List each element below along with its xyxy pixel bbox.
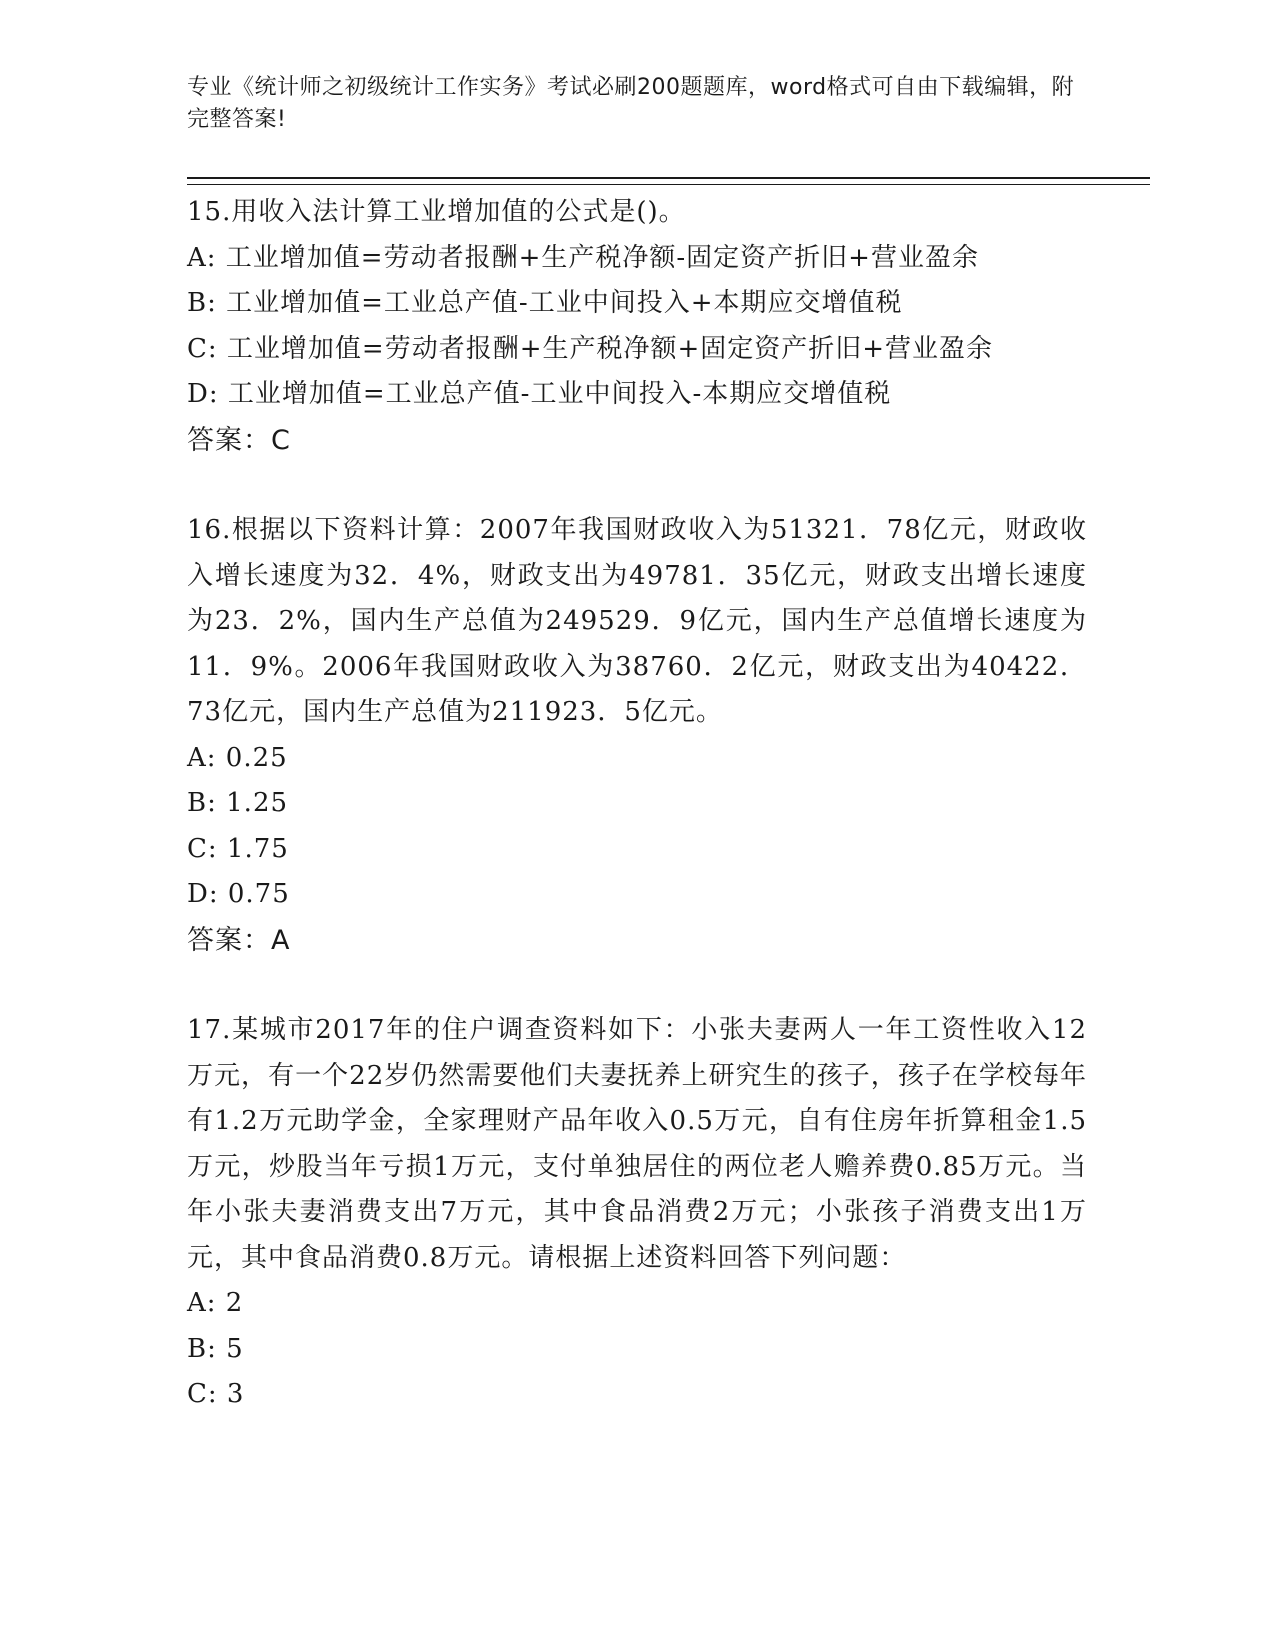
option-a: A: 2 (187, 1288, 244, 1318)
option-c: C: 3 (187, 1379, 245, 1409)
option-b: B: 5 (187, 1333, 244, 1364)
option-c: C: 1.75 (187, 833, 289, 864)
page-header: 专业《统计师之初级统计工作实务》考试必刷200题题库，word格式可自由下载编辑，附完整答案! (187, 75, 1075, 132)
question-text: 17.某城市2017年的住户调查资料如下：小张夫妻两人一年工资性收入12万元，有一个22岁仍然需要他们夫妻抚养上研究生的孩子，孩子在学校每年有1.2万元助学金，全家理财产品年收入0.5万元，自有住房年折算租金1.5万元，炒股当年亏损1万元，支付单独居住的两位老人赡养费0.85万元。当年小张夫妻消费支出7万元，其中食品消费2万元；小张孩子消费支出1万元，其中食品消费0.8万元。请根据上述资料回答下列问题： (187, 1015, 1087, 1273)
option-b: B: 工业增加值=工业总产值-工业中间投入+本期应交增值税 (187, 288, 903, 318)
header-divider-thin (187, 184, 1150, 185)
answer-label: 答案：C (187, 424, 291, 456)
question-text: 16.根据以下资料计算：2007年我国财政收入为51321．78亿元，财政收入增长速度为32．4%，财政支出为49781．35亿元，财政支出增长速度为23．2%，国内生产总值为249529．9亿元，国内生产总值增长速度为11．9%。2006年我国财政收入为38760．2亿元，财政支出为40422．73亿元，国内生产总值为211923．5亿元。 (187, 515, 1087, 727)
option-a: A: 工业增加值=劳动者报酬+生产税净额-固定资产折旧+营业盈余 (187, 242, 979, 273)
option-d: D: 0.75 (187, 879, 290, 909)
question-gap (187, 963, 1087, 1008)
question-16 (187, 508, 1087, 963)
answer-label: 答案：A (187, 924, 291, 956)
question-text: 15.用收入法计算工业增加值的公式是()。 (187, 197, 686, 227)
option-d: D: 工业增加值=工业总产值-工业中间投入-本期应交增值税 (187, 379, 892, 409)
option-b: B: 1.25 (187, 788, 289, 818)
question-gap (187, 463, 1087, 508)
option-a: A: 0.25 (187, 742, 288, 773)
header-divider-thick (187, 177, 1150, 179)
question-list (187, 190, 1087, 1418)
question-15 (187, 190, 1087, 463)
option-c: C: 工业增加值=劳动者报酬+生产税净额+固定资产折旧+营业盈余 (187, 333, 994, 364)
question-17 (187, 1008, 1087, 1418)
